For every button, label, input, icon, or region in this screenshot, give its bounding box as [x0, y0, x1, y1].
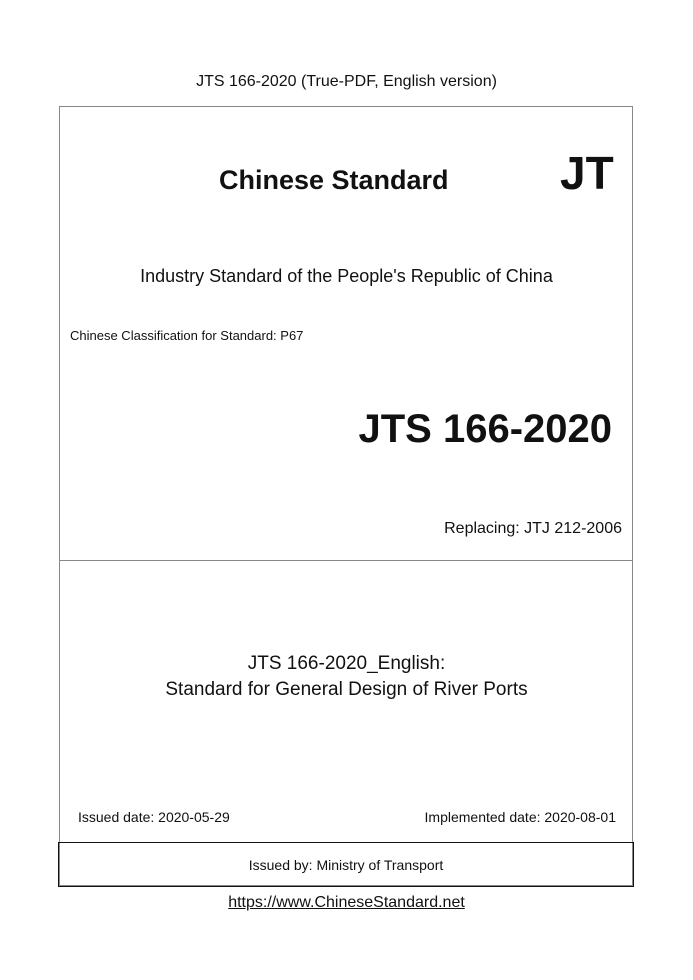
english-title — [0, 651, 693, 703]
english-title-line-1: JTS 166-2020_English: — [247, 653, 446, 674]
replacing-text: Replacing: JTJ 212-2006 — [444, 520, 622, 537]
cover-divider — [59, 560, 633, 561]
standard-number: JTS 166-2020 — [358, 407, 612, 451]
cover-frame — [59, 106, 633, 886]
english-title-line-2: Standard for General Design of River Ports — [165, 679, 528, 700]
standard-code-logo: JT — [560, 147, 614, 199]
industry-standard-line: Industry Standard of the People's Republic of China — [140, 266, 553, 286]
issued-by-text: Issued by: Ministry of Transport — [248, 856, 444, 873]
issued-date: Issued date: 2020-05-29 — [78, 809, 230, 825]
classification-text: Chinese Classification for Standard: P67 — [70, 328, 304, 343]
footer — [0, 892, 693, 914]
issued-by-box — [58, 842, 634, 887]
standard-heading: Chinese Standard — [219, 165, 449, 195]
website-link[interactable]: https://www.ChineseStandard.net — [228, 894, 465, 911]
implemented-date: Implemented date: 2020-08-01 — [424, 809, 616, 825]
document-header-title: JTS 166-2020 (True-PDF, English version) — [196, 73, 497, 90]
